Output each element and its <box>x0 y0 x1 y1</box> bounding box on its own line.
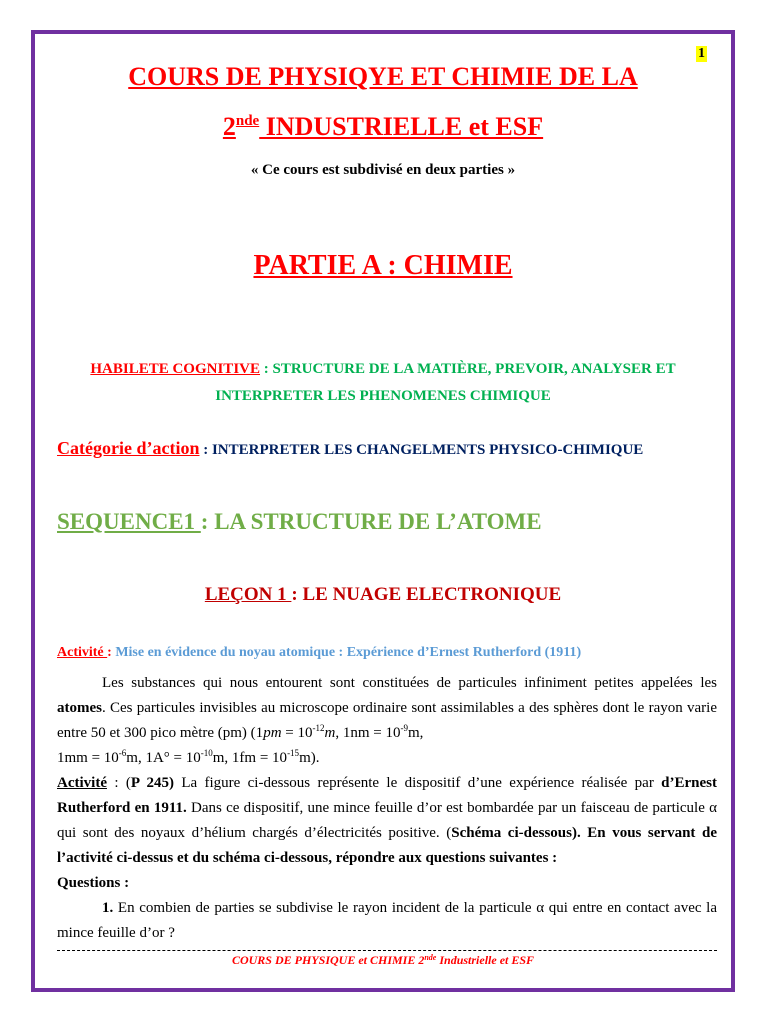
categorie-text: : INTERPRETER LES CHANGELMENTS PHYSICO-CHIMIQUE <box>199 442 644 458</box>
footer-divider <box>57 950 717 951</box>
habilete-label: HABILETE COGNITIVE <box>90 361 260 377</box>
paragraph-activite2 <box>57 771 717 871</box>
sequence-label: SEQUENCE1 <box>57 509 201 534</box>
para1-u4: m, 1fm = 10 <box>212 750 288 766</box>
paragraph-atoms <box>57 671 717 746</box>
activite2-pref: P 245) <box>130 775 174 791</box>
para1-atomes: atomes <box>57 700 102 716</box>
footer-text1: COURS DE PHYSIQUE et CHIMIE 2 <box>231 953 425 967</box>
para1-u2: m, <box>407 725 424 741</box>
para1-text2: . Ces particules invisibles au microscope ordinaire sont assimilables a des sphères dont le rayon varie entre 50 et 300 pico mètre (pm) (1 <box>57 700 717 741</box>
course-title-line2 <box>35 112 731 142</box>
lesson-body <box>57 640 717 946</box>
para1-exp1: -12 <box>312 723 325 733</box>
footer-text2: Industrielle et ESF <box>436 953 535 967</box>
question-1 <box>57 896 717 946</box>
para1-text1: Les substances qui nous entourent sont constituées de particules infiniment petites appelées les <box>102 675 717 691</box>
sequence-text: : LA STRUCTURE DE L’ATOME <box>200 509 542 534</box>
para1-m1: m <box>324 725 336 741</box>
para1-exp3: -6 <box>118 748 127 758</box>
activite2-text1: : ( <box>106 775 131 791</box>
question-1-number: 1. <box>102 900 114 916</box>
categorie-label: Catégorie d’action <box>57 438 200 458</box>
title-level: 2 <box>222 112 236 141</box>
lecon-heading <box>35 584 731 606</box>
para1-eq2: , 1nm = 10 <box>335 725 401 741</box>
para1-u3: m, 1A° = 10 <box>126 750 201 766</box>
habilete-text2: INTERPRETER LES PHENOMENES CHIMIQUE <box>215 388 551 404</box>
course-subtitle: « Ce cours est subdivisé en deux parties » <box>250 162 516 178</box>
page-number: 1 <box>698 46 705 61</box>
activite2-label: Activité <box>57 775 107 791</box>
para1-pm: pm <box>263 725 282 741</box>
para1-exp4: -10 <box>200 748 213 758</box>
activite2-text4: En vous servant de l’activité ci-dessus et du schéma ci-dessous, répondre aux questions suivantes : <box>57 825 717 866</box>
sequence-heading <box>57 509 542 535</box>
activite1-text: Mise en évidence du noyau atomique : Expérience d’Ernest Rutherford (1911) <box>115 645 582 660</box>
para1-exp5: -15 <box>287 748 300 758</box>
page-footer <box>35 953 731 968</box>
para1-u5: m). <box>299 750 320 766</box>
lecon-text: : LE NUAGE ELECTRONIQUE <box>291 584 562 605</box>
para1-exp2: -9 <box>400 723 408 733</box>
partie-heading: PARTIE A : CHIMIE <box>253 250 513 281</box>
title-level-sup: nde <box>235 113 260 129</box>
paragraph-units <box>57 746 717 771</box>
habilete-text1: : STRUCTURE DE LA MATIÈRE, PREVOIR, ANALYSER ET <box>260 361 676 377</box>
para1-eq3: 1mm = 10 <box>57 750 119 766</box>
activite1-line <box>57 640 717 665</box>
lecon-label: LEÇON 1 <box>204 584 292 605</box>
activite1-sep: : <box>107 645 116 660</box>
para1-eq1: = 10 <box>281 725 313 741</box>
activite2-text2: La figure ci-dessous représente le dispositif d’une expérience réalisée par <box>174 775 662 791</box>
activite2-text3: Dans ce dispositif, une mince feuille d’or est bombardée par un faisceau de particule α qui sont des noyaux d’hélium chargés d’électricités positive. ( <box>57 800 717 841</box>
footer-sup: nde <box>424 953 437 962</box>
categorie-line <box>57 438 643 459</box>
question-1-text: En combien de parties se subdivise le rayon incident de la particule α qui entre en contact avec la mince feuille d’or ? <box>57 900 717 941</box>
course-title-line1: COURS DE PHYSIQYE ET CHIMIE DE LA <box>128 62 638 91</box>
activite2-name: d’Ernest Rutherford en 1911. <box>57 775 717 816</box>
questions-label: Questions : <box>57 875 130 891</box>
activite2-schema: Schéma ci-dessous). <box>451 825 581 841</box>
page-frame <box>31 30 735 992</box>
activite1-label: Activité <box>57 645 108 660</box>
title-class: INDUSTRIELLE et ESF <box>259 112 544 141</box>
habilete-block <box>35 356 731 410</box>
